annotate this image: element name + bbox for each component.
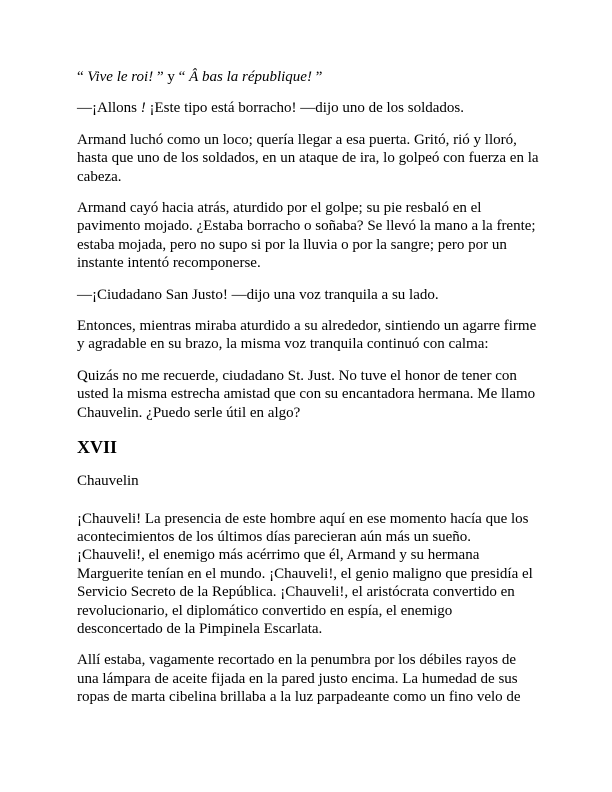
paragraph-exclamations	[77, 68, 539, 86]
paragraph-allons	[77, 99, 539, 117]
paragraph-calm-voice: —¡Ciudadano San Justo! —dijo una voz tranquila a su lado.	[77, 286, 439, 303]
paragraph-voice-continues: Entonces, mientras miraba aturdido a su alrededor, sintiendo un agarre firme y agradable en su brazo, la misma voz tranquila continuó con calma:	[77, 318, 537, 353]
soldier-remark: ¡Este tipo está borracho! —dijo uno de los soldados.	[145, 100, 465, 117]
document-page	[77, 68, 539, 720]
quote-a-bas-la-republique: Â bas la république!	[189, 69, 312, 85]
paragraph-armand-falls: Armand cayó hacia atrás, aturdido por el golpe; su pie resbaló en el pavimento mojado. ¿Estaba borracho o soñaba? Se llevó la mano a la frente; estaba mojada, pero no supo si por la lluvia o por la sangre; pero por un instante intentó recomponerse.	[77, 200, 536, 272]
open-quote: “	[77, 69, 88, 85]
allons-text: —¡Allons	[77, 100, 141, 117]
quote-vive-le-roi: Vive le roi!	[87, 69, 154, 85]
allons-exclamation: !	[140, 100, 146, 117]
paragraph-chauvelin-introduction: Quizás no me recuerde, ciudadano St. Just. No tuve el honor de tener con usted la misma estrecha amistad que con su encantadora hermana. Me llamo Chauvelin. ¿Puedo serle útil en algo?	[77, 367, 536, 421]
quote-connector: ” y “	[153, 69, 190, 85]
close-quote: ”	[311, 69, 323, 85]
paragraph-chauveli-presence: ¡Chauveli! La presencia de este hombre aquí en ese momento hacía que los acontecimientos de los últimos días parecieran aún más un sueño. ¡Chauveli!, el enemigo más acérrimo que él, Armand y su hermana Marguerite tenían en el mundo. ¡Chauveli!, el genio maligno que presidía el Servicio Secreto de la República. ¡Chauveli!, el aristócrata convertido en revolucionario, el diplomático convertido en espía, el enemigo desconcertado de la Pimpinela Escarlata.	[77, 510, 533, 637]
chapter-title: Chauvelin	[77, 473, 139, 490]
paragraph-armand-fights: Armand luchó como un loco; quería llegar a esa puerta. Gritó, rió y lloró, hasta que uno de los soldados, en un ataque de ira, lo golpeó con fuerza en la cabeza.	[77, 131, 539, 185]
chapter-number: XVII	[77, 437, 118, 458]
paragraph-chauveli-description: Allí estaba, vagamente recortado en la penumbra por los débiles rayos de una lámpara de aceite fijada en la pared justo encima. La humedad de sus ropas de marta cibelina brillaba a la luz parpadeante como un fino velo de	[77, 652, 521, 706]
